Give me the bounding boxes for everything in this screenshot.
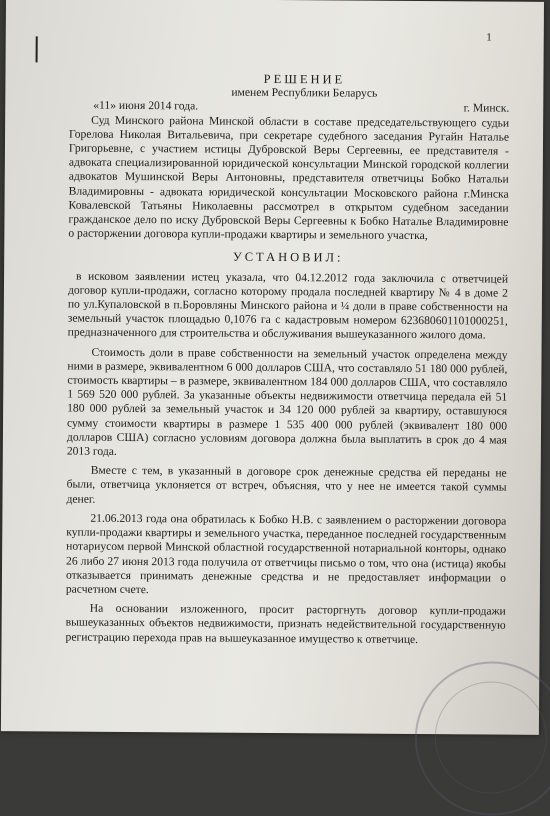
intro-paragraph: Суд Минского района Минской области в составе председательствующего судьи Горелова Николая Витальевича, при секретаре судебного заседания Ругайн Наталье Григорьевне, с участием истицы Дубровской Веры Сергеевны, ее представителя - адвоката специализированной юридической консультации Минской городской коллегии адвокатов Мушинской Веры Антоновны, представителя ответчицы Бобко Натальи Владимировны - адвоката юридической консультации Московского района г.Минска Ковалевской Татьяны Николаевны рассмотрел в открытом судебном заседании гражданское дело по иску Дубровской Веры Сергеевны к Бобко Наталье Владимировне о расторжении договора купли-продажи квартиры и земельного участка, [68,113,510,243]
document-city: г. Минск. [463,101,510,116]
body-paragraph-1: в исковом заявлении истец указала, что 04.12.2012 года заключила с ответчицей договор купли-продажи, согласно которому продала последней квартиру № 4 в доме 2 по ул.Купаловской в п.Боровляны Минского района и ¼ доли в праве собственности на земельный участок площадью 0,1076 га с кадастровым номером 623680601101000251, предназначенного для строительства и обслуживания вышеуказанного жилого дома. [67,269,509,342]
page-number: 1 [486,31,492,44]
section-heading: УСТАНОВИЛ: [232,250,344,265]
margin-mark [36,36,38,62]
body-paragraph-2: Стоимость доли в праве собственности на земельный участок определена между ними в размере, эквивалентном 6 000 долларов США, что составляло 51 180 000 рублей, стоимость квартиры – в размере, эквивалентном 184 000 долларов США, что составляло 1 569 520 000 рублей. За указанные объекты недвижимости ответчица передала ей 51 180 000 рублей за земельный участок и 34 120 000 рублей за квартиру, оставшуюся сумму стоимости квартиры в размере 1 535 400 000 рублей (эквивалент 180 000 долларов США) согласно условиям договора должна была выплатить в срок до 4 мая 2013 года. [66,345,508,458]
document-text [65,71,509,648]
court-stamp [414,661,550,816]
document-subtitle: именем Республики Беларусь [231,85,378,100]
court-stamp-inner-ring [434,681,547,794]
body-paragraph-4: 21.06.2013 года она обратилась к Бобко Н.В. с заявлением о расторжении договора купли-продажи квартиры и земельного участка, переданное последней государственным нотариусом первой Минской областной государственной нотариальной конторы, однако 26 либо 27 июня 2013 года получила от ответчицы письмо о том, что она (истица) якобы отказывается принимать денежные средства и не предоставляет информации о расчетном счете. [65,511,507,597]
document-date: «11» июня 2014 года. [93,99,199,113]
document-title: РЕШЕНИЕ [263,71,346,87]
body-paragraph-5: На основании изложенного, просит расторгнуть договор купли-продажи вышеуказанных объектов недвижимости, признать недействительной государственную регистрацию перехода прав на вышеуказанное имущество к ответчице. [65,601,506,646]
body-paragraph-3: Вместе с тем, в указанный в договоре срок денежные средства ей переданы не были, ответчица уклоняется от встреч, объясняя, что у нее не имеется такой суммы денег. [66,464,507,506]
document-page [1,0,544,735]
